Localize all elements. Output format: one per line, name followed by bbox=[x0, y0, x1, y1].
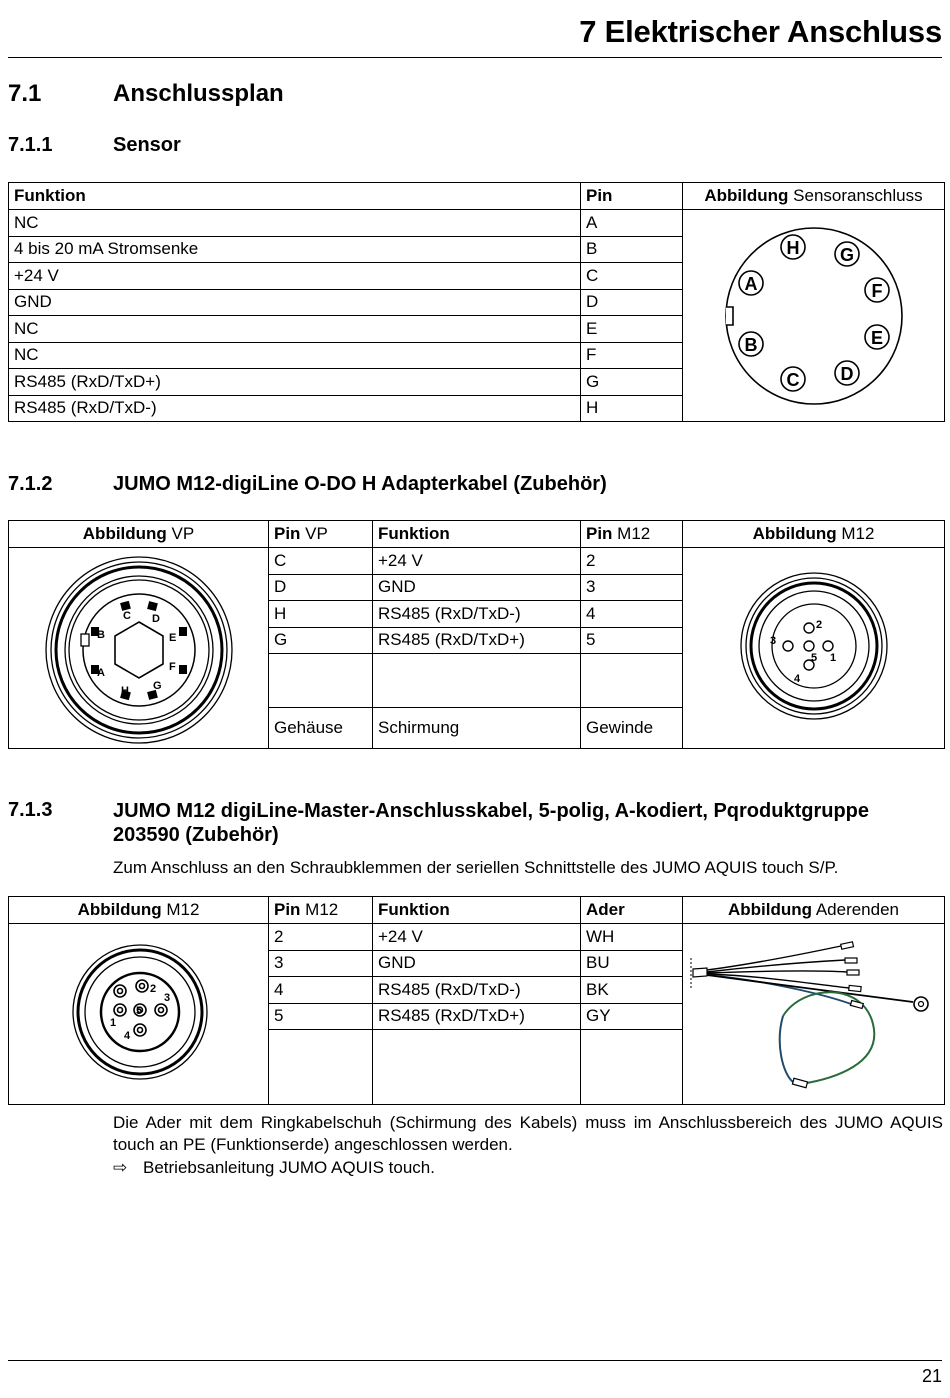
adapter-cable-table bbox=[8, 520, 945, 749]
cell-funktion: +24 V bbox=[9, 263, 581, 290]
svg-text:E: E bbox=[870, 328, 884, 348]
cell-funktion: RS485 (RxD/TxD+) bbox=[9, 369, 581, 396]
cell-funktion: GND bbox=[373, 574, 581, 601]
cell-funktion: 4 bis 20 mA Stromsenke bbox=[9, 236, 581, 263]
pin-A bbox=[739, 271, 763, 295]
subsection-heading bbox=[8, 134, 943, 160]
table-row bbox=[9, 924, 945, 951]
cell-pin: 2 bbox=[269, 924, 373, 951]
header-pin: Pin bbox=[581, 183, 683, 210]
wire-ends-figure-cell bbox=[683, 924, 945, 1105]
svg-text:3: 3 bbox=[164, 992, 171, 1004]
cell-pin-vp: Gehäuse bbox=[269, 708, 373, 749]
cell-pin-vp: C bbox=[269, 548, 373, 575]
cell-pin-vp: H bbox=[269, 601, 373, 628]
cell-pin: 5 bbox=[269, 1003, 373, 1030]
pin-D bbox=[835, 361, 859, 385]
subsection-title: JUMO M12 digiLine-Master-Anschlusskabel, 5-polig, A-kodiert, Pqroduktgruppe 203590 (Zubehör) bbox=[113, 800, 870, 846]
svg-text:F: F bbox=[169, 661, 176, 673]
svg-text:H: H bbox=[121, 685, 129, 697]
svg-text:C: C bbox=[123, 610, 131, 622]
cell-pin-m12: 2 bbox=[581, 548, 683, 575]
pin-G bbox=[835, 242, 859, 266]
header-rule bbox=[8, 57, 942, 58]
header-figure-m12: Abbildung M12 bbox=[9, 897, 269, 924]
wires bbox=[707, 946, 913, 1084]
subsection-number: 7.1.3 bbox=[8, 799, 53, 821]
header-funktion: Funktion bbox=[373, 897, 581, 924]
pin-H bbox=[781, 235, 805, 259]
table-header-row bbox=[9, 897, 945, 924]
cell-funktion: NC bbox=[9, 210, 581, 237]
pin-B bbox=[739, 332, 763, 356]
svg-text:A: A bbox=[744, 274, 758, 294]
cell-pin: H bbox=[581, 395, 683, 422]
sensor-connector-figure-cell bbox=[683, 210, 945, 422]
connector-outline bbox=[726, 228, 902, 404]
cell-pin-m12: 4 bbox=[581, 601, 683, 628]
note-text: Die Ader mit dem Ringkabelschuh (Schirmung des Kabels) muss im Anschlussbereich des JUMO AQUIS touch an PE (Funktionserde) angeschlossen werden. bbox=[113, 1113, 943, 1154]
m12-connector-diagram bbox=[683, 548, 945, 748]
ferrules bbox=[792, 942, 863, 1088]
subsection-title: Sensor bbox=[113, 134, 181, 156]
section-heading bbox=[8, 80, 908, 110]
svg-text:5: 5 bbox=[136, 1005, 143, 1017]
m12-socket-figure-cell bbox=[9, 924, 269, 1105]
sensor-connector-diagram bbox=[683, 210, 945, 422]
svg-text:1: 1 bbox=[830, 652, 837, 664]
cell-pin-m12: 5 bbox=[581, 627, 683, 654]
svg-text:G: G bbox=[153, 680, 162, 692]
svg-text:4: 4 bbox=[124, 1030, 131, 1042]
section-number: 7.1 bbox=[8, 80, 42, 107]
cell-pin-m12: Gewinde bbox=[581, 708, 683, 749]
sensor-pin-table bbox=[8, 182, 945, 422]
cell-pin: F bbox=[581, 342, 683, 369]
cell-pin: G bbox=[581, 369, 683, 396]
subsection-heading bbox=[8, 473, 943, 499]
svg-text:B: B bbox=[97, 629, 105, 641]
header-funktion: Funktion bbox=[373, 521, 581, 548]
svg-text:B: B bbox=[744, 335, 758, 355]
connector-key-notch bbox=[726, 307, 733, 325]
header-figure-aderenden: Abbildung Aderenden bbox=[683, 897, 945, 924]
cell-funktion: +24 V bbox=[373, 924, 581, 951]
svg-text:4: 4 bbox=[794, 673, 801, 685]
reference-text: Betriebsanleitung JUMO AQUIS touch. bbox=[143, 1158, 435, 1177]
svg-text:E: E bbox=[169, 632, 177, 644]
table-header-row bbox=[9, 521, 945, 548]
hexagon-center bbox=[115, 622, 163, 678]
cell-funktion: +24 V bbox=[373, 548, 581, 575]
svg-text:D: D bbox=[152, 613, 160, 625]
cell-funktion: Schirmung bbox=[373, 708, 581, 749]
cell-pin: 3 bbox=[269, 950, 373, 977]
header-pin-m12: Pin M12 bbox=[581, 521, 683, 548]
cell-funktion: NC bbox=[9, 342, 581, 369]
cell-ader: BU bbox=[581, 950, 683, 977]
svg-text:3: 3 bbox=[770, 635, 777, 647]
cell-ader: BK bbox=[581, 977, 683, 1004]
subsection-number: 7.1.1 bbox=[8, 134, 53, 156]
cell-pin: A bbox=[581, 210, 683, 237]
cell-pin: D bbox=[581, 289, 683, 316]
m12-connector-figure-cell bbox=[683, 548, 945, 749]
header-figure: Abbildung Sensoranschluss bbox=[683, 183, 945, 210]
m12-pin-labels bbox=[770, 619, 836, 685]
svg-text:A: A bbox=[97, 667, 105, 679]
subsection-number: 7.1.2 bbox=[8, 473, 53, 495]
cell-pin: B bbox=[581, 236, 683, 263]
cell-funktion: RS485 (RxD/TxD-) bbox=[373, 977, 581, 1004]
cell-funktion: GND bbox=[9, 289, 581, 316]
m12-socket-diagram bbox=[9, 924, 269, 1106]
arrow-right-icon: ⇨ bbox=[113, 1158, 128, 1177]
cell-pin-vp: D bbox=[269, 574, 373, 601]
cell-ader: WH bbox=[581, 924, 683, 951]
table-row bbox=[9, 548, 945, 575]
vp-connector-figure-cell bbox=[9, 548, 269, 749]
svg-text:D: D bbox=[840, 364, 854, 384]
svg-text:2: 2 bbox=[816, 619, 823, 631]
header-figure-vp: Abbildung VP bbox=[9, 521, 269, 548]
cell-funktion: NC bbox=[9, 316, 581, 343]
cell-funktion: RS485 (RxD/TxD+) bbox=[373, 1003, 581, 1030]
vp-connector-diagram bbox=[9, 548, 269, 748]
cell-pin: E bbox=[581, 316, 683, 343]
svg-text:C: C bbox=[786, 370, 800, 390]
svg-text:F: F bbox=[871, 281, 883, 301]
chapter-title: 7 Elektrischer Anschluss bbox=[579, 14, 942, 49]
m12-pin-holes bbox=[783, 623, 833, 670]
cell-pin: 4 bbox=[269, 977, 373, 1004]
header-pin: Pin M12 bbox=[269, 897, 373, 924]
cell-ader: GY bbox=[581, 1003, 683, 1030]
header-funktion: Funktion bbox=[9, 183, 581, 210]
pin-C bbox=[781, 367, 805, 391]
vp-pin-blocks bbox=[91, 601, 187, 700]
cell-funktion: GND bbox=[373, 950, 581, 977]
table-row bbox=[9, 210, 945, 237]
cell-funktion: RS485 (RxD/TxD-) bbox=[373, 601, 581, 628]
header-figure-m12: Abbildung M12 bbox=[683, 521, 945, 548]
vp-key-notch bbox=[81, 634, 89, 646]
svg-text:5: 5 bbox=[811, 652, 818, 664]
cell-funktion: RS485 (RxD/TxD-) bbox=[9, 395, 581, 422]
subsection-heading bbox=[8, 799, 943, 849]
svg-text:2: 2 bbox=[150, 983, 157, 995]
subsection-title: JUMO M12-digiLine O-DO H Adapterkabel (Zubehör) bbox=[113, 473, 607, 495]
table-header-row bbox=[9, 183, 945, 210]
cell-funktion: RS485 (RxD/TxD+) bbox=[373, 627, 581, 654]
svg-text:G: G bbox=[839, 245, 855, 265]
footer-rule bbox=[8, 1360, 942, 1361]
section-title: Anschlussplan bbox=[113, 80, 284, 107]
header-pin-vp: Pin VP bbox=[269, 521, 373, 548]
wire-ends-diagram bbox=[683, 924, 945, 1106]
intro-text: Zum Anschluss an den Schraubklemmen der seriellen Schnittstelle des JUMO AQUIS touch S/P. bbox=[113, 858, 839, 877]
cell-pin-m12: 3 bbox=[581, 574, 683, 601]
svg-text:1: 1 bbox=[110, 1017, 117, 1029]
svg-text:H: H bbox=[786, 238, 800, 258]
page-number: 21 bbox=[921, 1366, 942, 1386]
pin-E bbox=[865, 325, 889, 349]
master-cable-table bbox=[8, 896, 945, 1105]
pin-F bbox=[865, 278, 889, 302]
header-ader: Ader bbox=[581, 897, 683, 924]
cell-pin: C bbox=[581, 263, 683, 290]
cell-pin-vp: G bbox=[269, 627, 373, 654]
reference-line bbox=[113, 1157, 943, 1179]
